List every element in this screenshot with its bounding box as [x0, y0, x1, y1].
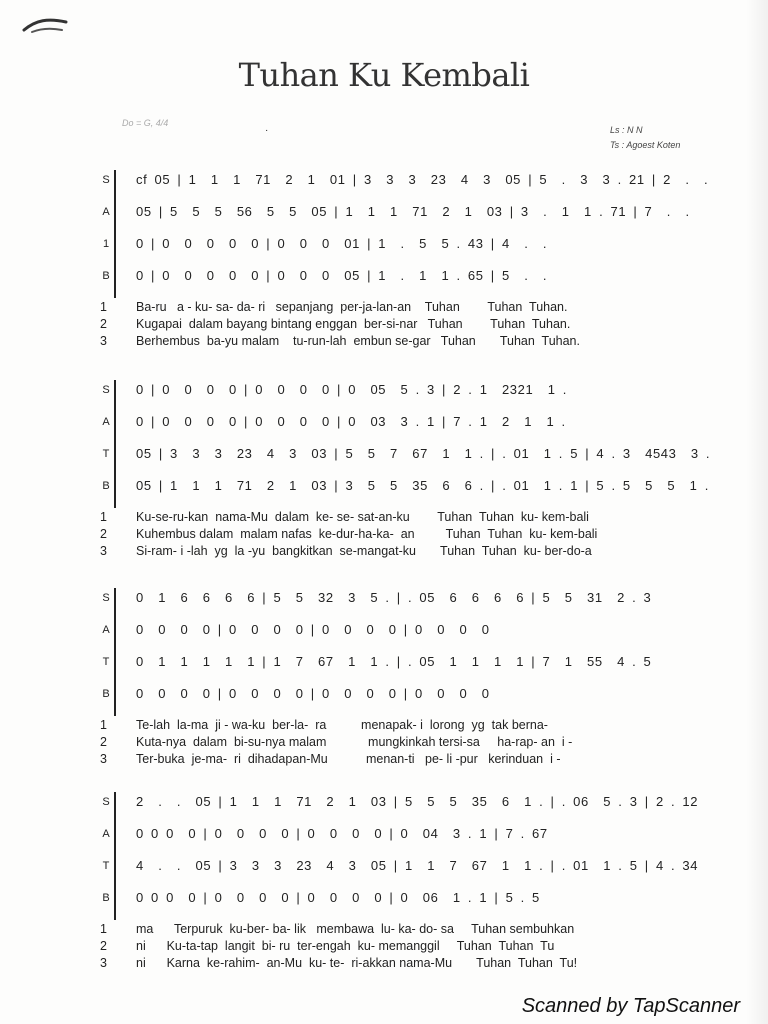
voice-label: A: [102, 416, 110, 428]
voice-label: B: [102, 270, 110, 282]
system-3: [0, 588, 768, 778]
verse-number: 2: [100, 735, 107, 749]
voice-label: S: [102, 174, 110, 186]
verse-number: 2: [100, 317, 107, 331]
system-2: [0, 380, 768, 570]
notation-line: 05 | 1 1 1 71 2 1 03 | 3 5 5 35 6 6 . | . 01 1 . 1 | 5 . 5 5 5 1 .: [136, 478, 709, 493]
voice-label: B: [102, 480, 110, 492]
notation-line: 0 0 0 0 | 0 0 0 0 | 0 0 0 0 | 0 0 0 0: [136, 686, 490, 701]
voice-label: S: [102, 796, 110, 808]
voice-label: A: [102, 624, 110, 636]
lyric-line: Kuta-nya dalam bi-su-nya malam mungkinkah tersi-sa ha-rap- an i -: [136, 735, 573, 749]
lyric-line: Ba-ru a - ku- sa- da- ri sepanjang per-ja-lan-an Tuhan Tuhan Tuhan.: [136, 300, 568, 314]
voice-label: A: [102, 828, 110, 840]
verse-number: 1: [100, 510, 107, 524]
verse-number: 3: [100, 334, 107, 348]
notation-line: 0 1 6 6 6 6 | 5 5 32 3 5 . | . 05 6 6 6 6 | 5 5 31 2 . 3: [136, 590, 652, 605]
lyric-line: Te-lah la-ma ji - wa-ku ber-la- ra menapak- i lorong yg tak berna-: [136, 718, 548, 732]
pen-mark-icon: [22, 12, 70, 36]
voice-label: S: [102, 592, 110, 604]
lyric-line: Kugapai dalam bayang bintang enggan ber-si-nar Tuhan Tuhan Tuhan.: [136, 317, 571, 331]
verse-number: 1: [100, 300, 107, 314]
verse-number: 3: [100, 544, 107, 558]
notation-line: 05 | 3 3 3 23 4 3 03 | 5 5 7 67 1 1 . | . 01 1 . 5 | 4 . 3 4543 3 .: [136, 446, 711, 461]
system-4: [0, 792, 768, 982]
notation-line: 0 0 0 0 | 0 0 0 0 | 0 0 0 0 | 0 0 0 0: [136, 622, 490, 637]
lyric-line: ni Ku-ta-tap langit bi- ru ter-engah ku- memanggil Tuhan Tuhan Tu: [136, 939, 555, 953]
notation-line: 0 | 0 0 0 0 | 0 0 0 0 | 0 03 3 . 1 | 7 . 1 2 1 1 .: [136, 414, 566, 429]
lyric-line: Berhembus ba-yu malam tu-run-lah embun se-gar Tuhan Tuhan Tuhan.: [136, 334, 580, 348]
voice-label: B: [102, 688, 110, 700]
voice-label: A: [102, 206, 110, 218]
notation-line: 0 | 0 0 0 0 0 | 0 0 0 01 | 1 . 5 5 . 43 | 4 . .: [136, 236, 548, 251]
voice-label: S: [102, 384, 110, 396]
verse-number: 2: [100, 527, 107, 541]
lyric-line: ni Karna ke-rahim- an-Mu ku- te- ri-akkan nama-Mu Tuhan Tuhan Tu!: [136, 956, 578, 970]
lyric-line: Ku-se-ru-kan nama-Mu dalam ke- se- sat-an-ku Tuhan Tuhan ku- kem-bali: [136, 510, 589, 524]
credit-lyricist: Ts : Agoest Koten: [610, 140, 681, 150]
notation-line: 0 | 0 0 0 0 | 0 0 0 0 | 0 05 5 . 3 | 2 . 1 2321 1 .: [136, 382, 567, 397]
key-signature: Do = G, 4/4: [122, 118, 169, 128]
lyric-line: ma Terpuruk ku-ber- ba- lik membawa lu- ka- do- sa Tuhan sembuhkan: [136, 922, 575, 936]
verse-number: 3: [100, 956, 107, 970]
notation-line: 2 . . 05 | 1 1 1 71 2 1 03 | 5 5 5 35 6 1 . | . 06 5 . 3 | 2 . 12: [136, 794, 699, 809]
system-1: [0, 170, 768, 360]
lyric-line: Ter-buka je-ma- ri dihadapan-Mu menan-ti pe- li -pur kerinduan i -: [136, 752, 561, 766]
notation-line: 0 | 0 0 0 0 0 | 0 0 0 05 | 1 . 1 1 . 65 | 5 . .: [136, 268, 548, 283]
credit-composer: Ls : N N: [610, 125, 643, 135]
verse-number: 1: [100, 718, 107, 732]
notation-line: 4 . . 05 | 3 3 3 23 4 3 05 | 1 1 7 67 1 1 . | . 01 1 . 5 | 4 . 34: [136, 858, 699, 873]
page-title: Tuhan Ku Kembali: [238, 56, 530, 94]
system-bracket: [114, 380, 116, 508]
scanner-watermark: Scanned by TapScanner: [521, 995, 740, 1017]
voice-label: T: [102, 448, 110, 460]
notation-line: 0 1 1 1 1 1 | 1 7 67 1 1 . | . 05 1 1 1 1 | 7 1 55 4 . 5: [136, 654, 652, 669]
voice-label: T: [102, 860, 110, 872]
notation-line: 05 | 5 5 5 56 5 5 05 | 1 1 1 71 2 1 03 | 3 . 1 1 . 71 | 7 . .: [136, 204, 690, 219]
verse-number: 2: [100, 939, 107, 953]
voice-label: 1: [102, 238, 110, 250]
system-bracket: [114, 588, 116, 716]
verse-number: 3: [100, 752, 107, 766]
system-bracket: [114, 792, 116, 920]
system-bracket: [114, 170, 116, 298]
voice-label: T: [102, 656, 110, 668]
notation-line: 0 0 0 0 | 0 0 0 0 | 0 0 0 0 | 0 04 3 . 1 | 7 . 67: [136, 826, 548, 841]
credits: [610, 123, 680, 153]
verse-number: 1: [100, 922, 107, 936]
voice-label: B: [102, 892, 110, 904]
lyric-line: Kuhembus dalam malam nafas ke-dur-ha-ka- an Tuhan Tuhan ku- kem-bali: [136, 527, 598, 541]
lyric-line: Si-ram- i -lah yg la -yu bangkitkan se-mangat-ku Tuhan Tuhan ku- ber-do-a: [136, 544, 592, 558]
notation-line: cf 05 | 1 1 1 71 2 1 01 | 3 3 3 23 4 3 05 | 5 . 3 3 . 21 | 2 . .: [136, 172, 709, 187]
notation-line: 0 0 0 0 | 0 0 0 0 | 0 0 0 0 | 0 06 1 . 1 | 5 . 5: [136, 890, 540, 905]
